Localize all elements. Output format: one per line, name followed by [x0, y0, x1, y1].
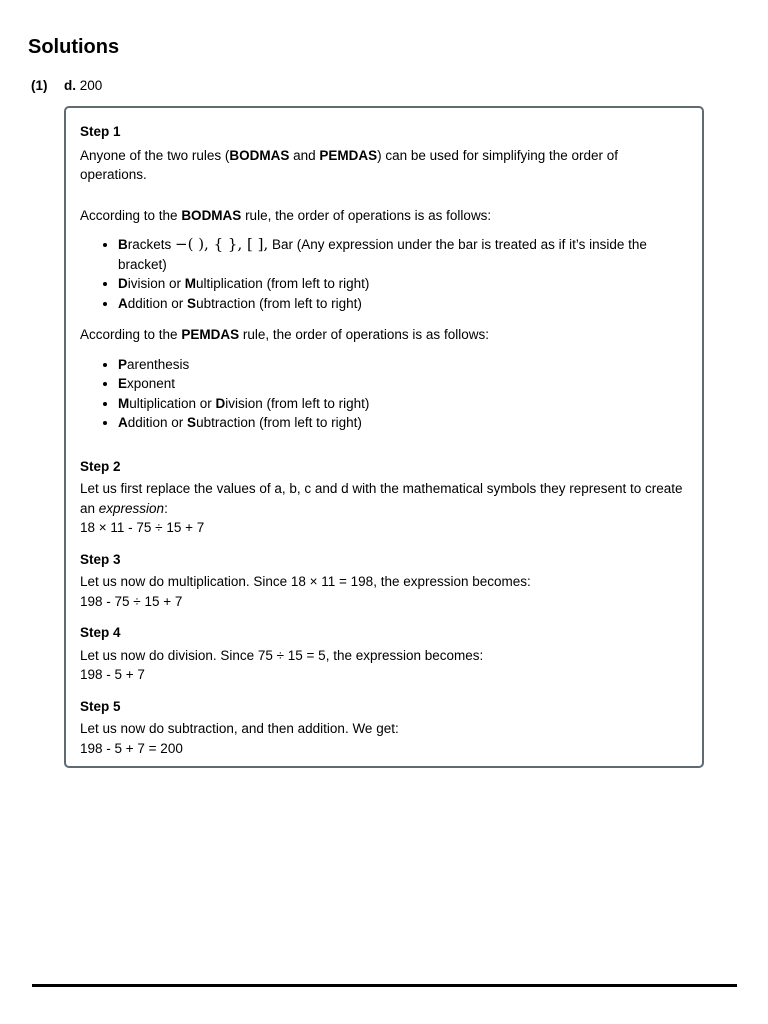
bodmas-intro-text: According to the: [80, 207, 182, 223]
step-3-title: Step 3: [80, 551, 121, 567]
answer-letter: d.: [64, 78, 76, 93]
rule-initial: D: [118, 276, 128, 291]
rule-text: ddition or: [127, 415, 188, 430]
step-2-title: Step 2: [80, 458, 121, 474]
pemdas-intro-text: rule, the order of operations is as follows:: [239, 327, 489, 342]
answer-line: [31, 76, 102, 95]
footer-rule: [32, 984, 737, 987]
step-4-text: Let us now do division. Since 75 ÷ 15 = 5, the expression becomes:: [80, 647, 484, 663]
step-5-expression: 198 - 5 + 7 = 200: [80, 740, 183, 756]
step-2-text-part: Let us first replace the values of a, b, c and d with the mathematical symbols they represent to create an: [80, 481, 683, 516]
pemdas-item-parenthesis: [118, 355, 688, 375]
bodmas-label: BODMAS: [181, 207, 242, 223]
bracket-symbols: −( ), { }, [ ],: [175, 235, 269, 253]
rule-initial: D: [215, 395, 226, 411]
bodmas-intro-text: rule, the order of operations is as follows:: [241, 207, 492, 223]
step-5-text: Let us now do subtraction, and then addition. We get:: [80, 721, 399, 736]
rule-text: ubtraction (from left to right): [196, 415, 362, 430]
step-1-title: Step 1: [80, 124, 121, 139]
pemdas-list: [80, 355, 688, 433]
pemdas-intro-text: According to the: [80, 327, 182, 342]
rule-initial: M: [118, 395, 130, 411]
rule-text: arenthesis: [127, 356, 190, 372]
rule-text: ubtraction (from left to right): [196, 295, 362, 311]
bodmas-item-division: [118, 274, 688, 294]
step-4-title: Step 4: [80, 625, 121, 640]
step-2-text: [80, 479, 688, 518]
bodmas-item-addition: [118, 294, 688, 314]
pemdas-item-multiplication: [118, 394, 688, 414]
rule-text: ivision or: [127, 276, 185, 291]
rule-initial: E: [118, 376, 128, 391]
intro-text: ) can be used for simplifying the order of operations.: [80, 147, 619, 182]
step-2-expression: 18 × 11 - 75 ÷ 15 + 7: [80, 520, 205, 535]
rule-text: rackets: [127, 237, 176, 252]
bodmas-list: [80, 235, 688, 313]
bodmas-intro: [80, 206, 688, 226]
pemdas-item-addition: [118, 413, 688, 433]
intro-text: Anyone of the two rules (: [80, 147, 230, 163]
rule-initial: P: [118, 356, 128, 372]
rule-initial: B: [118, 237, 128, 252]
step-4-expression: 198 - 5 + 7: [80, 667, 145, 682]
intro-pemdas: PEMDAS: [319, 147, 378, 163]
step-3-text: Let us now do multiplication. Since 18 × 11 = 198, the expression becomes:: [80, 574, 531, 589]
rule-text: ivision (from left to right): [225, 395, 370, 411]
pemdas-intro: [80, 325, 688, 345]
question-number: (1): [31, 78, 48, 93]
rule-text: xponent: [127, 376, 176, 391]
page-title: Solutions: [28, 36, 120, 58]
step-1-intro: [80, 146, 688, 185]
step-3-expression: 198 - 75 ÷ 15 + 7: [80, 593, 183, 609]
rule-initial: S: [187, 295, 197, 311]
solution-box: [64, 106, 704, 768]
step-2-emphasis: expression: [98, 500, 165, 516]
step-5-title: Step 5: [80, 698, 121, 714]
rule-initial: A: [118, 295, 128, 311]
rule-text: ultiplication (from left to right): [196, 276, 370, 291]
pemdas-item-exponent: [118, 374, 688, 394]
pemdas-label: PEMDAS: [181, 327, 240, 342]
rule-initial: S: [187, 415, 197, 430]
step-2-text-part: :: [164, 500, 168, 516]
intro-bodmas: BODMAS: [229, 147, 290, 163]
rule-text: ddition or: [127, 295, 188, 311]
rule-text: ultiplication or: [129, 395, 216, 411]
rule-text: Bar (Any expression under the bar is treated as if it’s inside the bracket): [118, 237, 647, 272]
rule-initial: A: [118, 415, 128, 430]
intro-text: and: [289, 147, 320, 163]
answer-value: 200: [79, 78, 103, 93]
bodmas-item-brackets: [118, 235, 688, 274]
rule-initial: M: [184, 276, 197, 291]
